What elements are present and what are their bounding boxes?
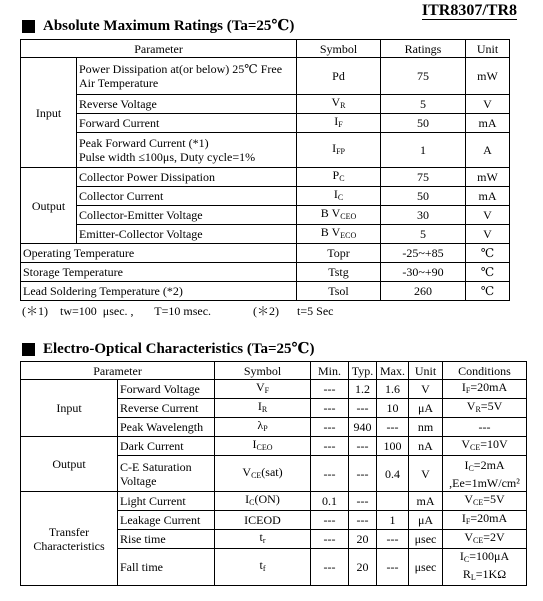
max-cell: --- <box>377 530 409 549</box>
min-cell: --- <box>311 399 349 418</box>
unit-cell: ℃ <box>466 244 510 263</box>
header-typ: Typ. <box>349 362 377 380</box>
symbol-sub: C <box>339 174 345 183</box>
symbol-sub: ECO <box>340 231 357 240</box>
table-row <box>21 187 510 206</box>
symbol-main: B V <box>320 206 341 220</box>
symbol-cell <box>215 549 311 586</box>
min-cell: --- <box>311 418 349 437</box>
cond-sub: CE <box>470 443 481 452</box>
cond-main: V <box>461 437 471 451</box>
condition-cell <box>443 530 527 549</box>
symbol-rest: (ON) <box>254 492 280 506</box>
cond-line-1 <box>445 458 524 476</box>
cond-rest: =20mA <box>470 511 508 525</box>
cond-rest: =2V <box>483 530 505 544</box>
table-row <box>21 206 510 225</box>
header-parameter: Parameter <box>21 362 215 380</box>
symbol-cell <box>215 380 311 399</box>
header-unit: Unit <box>409 362 443 380</box>
group-output: Output <box>21 437 118 492</box>
condition-cell <box>443 380 527 399</box>
cond-line-1 <box>445 549 524 567</box>
unit-cell: mW <box>466 58 510 95</box>
max-cell: 10 <box>377 399 409 418</box>
symbol-sub: CE <box>251 470 262 480</box>
condition-cell <box>443 437 527 456</box>
table-row <box>21 437 527 456</box>
unit-cell: μsec <box>409 530 443 549</box>
symbol-main: P <box>332 168 340 182</box>
param-cell: Reverse Current <box>118 399 215 418</box>
unit-cell: ℃ <box>466 263 510 282</box>
param-cell: Forward Voltage <box>118 380 215 399</box>
rating-cell: 50 <box>381 114 466 133</box>
cond-main: I <box>461 511 466 525</box>
symbol-sub: R <box>261 405 268 414</box>
amr-heading <box>22 17 294 35</box>
max-cell: 1.6 <box>377 380 409 399</box>
document-title: ITR8307/TR8 <box>421 2 517 19</box>
typ-cell: --- <box>349 437 377 456</box>
cond-sub: C <box>463 555 470 564</box>
param-cell: Peak Wavelength <box>118 418 215 437</box>
amr-table <box>20 39 510 301</box>
table-row <box>21 168 510 187</box>
typ-cell: 20 <box>349 549 377 586</box>
min-cell: --- <box>311 380 349 399</box>
min-cell: --- <box>311 511 349 530</box>
unit-cell: mA <box>466 114 510 133</box>
param-cell: Dark Current <box>118 437 215 456</box>
group-transfer-line-2: Characteristics <box>33 538 105 553</box>
symbol-cell <box>297 225 381 244</box>
condition-cell <box>443 399 527 418</box>
unit-cell: mW <box>466 168 510 187</box>
unit-cell: mA <box>409 492 443 511</box>
symbol-main: V <box>242 464 252 479</box>
header-parameter: Parameter <box>21 40 297 58</box>
typ-cell: --- <box>349 456 377 492</box>
table-row <box>21 263 510 282</box>
param-cell: Leakage Current <box>118 511 215 530</box>
param-cell: Power Dissipation at(or below) 25℃ Free Air Temperature <box>77 58 297 95</box>
min-cell: --- <box>311 549 349 586</box>
rating-cell: -25~+85 <box>381 244 466 263</box>
condition-cell <box>443 456 527 492</box>
symbol-sub: CEO <box>340 212 357 221</box>
condition-cell <box>443 549 527 586</box>
footnote: (＊1) tw=100 μsec. , T=10 msec. (＊2) t=5 Sec <box>22 304 334 318</box>
unit-cell: ℃ <box>466 282 510 301</box>
header-unit: Unit <box>466 40 510 58</box>
max-cell: 100 <box>377 437 409 456</box>
param-cell: Emitter-Collector Voltage <box>77 225 297 244</box>
symbol-sub: P <box>263 424 268 433</box>
min-cell: 0.1 <box>311 492 349 511</box>
param-cell: Light Current <box>118 492 215 511</box>
symbol-sub: r <box>262 536 266 545</box>
unit-cell: mA <box>466 187 510 206</box>
group-input: Input <box>21 58 77 168</box>
rating-cell: 50 <box>381 187 466 206</box>
param-cell: Operating Temperature <box>21 244 297 263</box>
param-cell: Fall time <box>118 549 215 586</box>
symbol-cell <box>297 133 381 168</box>
param-cell <box>77 133 297 168</box>
symbol-cell <box>215 530 311 549</box>
amr-heading-text: Absolute Maximum Ratings (Ta=25℃) <box>43 18 295 34</box>
symbol-main: I <box>333 187 338 201</box>
cond-rest: =2mA <box>473 457 505 472</box>
symbol-rest: (sat) <box>261 464 283 479</box>
unit-cell: μsec <box>409 549 443 586</box>
unit-cell: nm <box>409 418 443 437</box>
max-cell <box>377 492 409 511</box>
header-conditions: Conditions <box>443 362 527 380</box>
cond-rest: =10V <box>480 437 508 451</box>
symbol-sub: F <box>264 386 270 395</box>
rating-cell: 75 <box>381 168 466 187</box>
unit-cell: nA <box>409 437 443 456</box>
symbol-cell <box>215 456 311 492</box>
symbol-main: t <box>259 558 263 572</box>
cond-rest: =20mA <box>470 380 508 394</box>
table-row <box>21 95 510 114</box>
header-max: Max. <box>377 362 409 380</box>
unit-cell: V <box>466 206 510 225</box>
cond-main: V <box>466 399 476 413</box>
eoc-heading-text: Electro-Optical Characteristics (Ta=25℃) <box>43 341 315 357</box>
cond-sub: R <box>475 405 481 414</box>
symbol-sub: R <box>340 101 346 110</box>
symbol-main: I <box>257 399 262 413</box>
group-input: Input <box>21 380 118 437</box>
table-header-row <box>21 362 527 380</box>
table-row <box>21 244 510 263</box>
symbol-main: I <box>245 492 250 506</box>
max-cell: 1 <box>377 511 409 530</box>
symbol-sub: f <box>262 564 266 573</box>
cond-sub: L <box>470 573 476 582</box>
symbol-main: I <box>252 437 257 451</box>
symbol-main: V <box>255 380 265 394</box>
cond-rest: =100μA <box>469 549 510 563</box>
table-row <box>21 380 527 399</box>
unit-cell: V <box>466 95 510 114</box>
rating-cell: 75 <box>381 58 466 95</box>
param-cell: Collector Current <box>77 187 297 206</box>
typ-cell: 940 <box>349 418 377 437</box>
param-cell: Collector-Emitter Voltage <box>77 206 297 225</box>
header-symbol: Symbol <box>215 362 311 380</box>
group-output: Output <box>21 168 77 244</box>
typ-cell: --- <box>349 399 377 418</box>
rating-cell: 5 <box>381 95 466 114</box>
param-line-2: Pulse width ≤100μs, Duty cycle=1% <box>79 150 256 164</box>
cond-sub: CE <box>473 536 484 545</box>
cond-rest: =5V <box>480 399 503 413</box>
table-header-row <box>21 40 510 58</box>
condition-cell <box>443 492 527 511</box>
symbol-main: λ <box>257 418 264 432</box>
min-cell: --- <box>311 437 349 456</box>
min-cell: --- <box>311 456 349 492</box>
cond-main: I <box>464 457 469 472</box>
symbol-main: t <box>259 530 263 544</box>
header-ratings: Ratings <box>381 40 466 58</box>
group-transfer-line-1: Transfer <box>48 524 90 539</box>
section-square-icon <box>22 20 35 33</box>
condition-cell: --- <box>443 418 527 437</box>
max-cell: 0.4 <box>377 456 409 492</box>
cond-main: R <box>462 567 471 581</box>
cond-main: V <box>464 492 474 506</box>
param-line-1: Peak Forward Current (*1) <box>79 136 209 150</box>
cond-rest: =5V <box>483 492 505 506</box>
unit-cell: V <box>409 380 443 399</box>
cond-main: I <box>459 549 464 563</box>
param-cell: Reverse Voltage <box>77 95 297 114</box>
symbol-cell: Tstg <box>297 263 381 282</box>
rating-cell: 1 <box>381 133 466 168</box>
cond-sub: CE <box>473 498 484 507</box>
table-row <box>21 225 510 244</box>
table-row <box>21 492 527 511</box>
symbol-sub: C <box>337 193 344 202</box>
cond-main: I <box>461 380 466 394</box>
header-symbol: Symbol <box>297 40 381 58</box>
param-cell: Storage Temperature <box>21 263 297 282</box>
symbol-sub: C <box>249 498 255 507</box>
symbol-cell: Topr <box>297 244 381 263</box>
unit-cell: μA <box>409 511 443 530</box>
param-cell: Collector Power Dissipation <box>77 168 297 187</box>
symbol-sub: FP <box>336 147 345 156</box>
unit-cell: μA <box>409 399 443 418</box>
rating-cell: 5 <box>381 225 466 244</box>
table-row <box>21 58 510 95</box>
symbol-cell <box>297 206 381 225</box>
cond-sub: F <box>465 386 471 395</box>
symbol-main: B V <box>320 225 341 239</box>
symbol-cell <box>215 492 311 511</box>
symbol-cell: Pd <box>297 58 381 95</box>
cond-line-2: ,Ee=1mW/cm² <box>449 475 520 490</box>
param-cell: Lead Soldering Temperature (*2) <box>21 282 297 301</box>
eoc-table <box>20 361 527 586</box>
eoc-heading <box>22 340 314 358</box>
unit-cell: A <box>466 133 510 168</box>
cond-sub: C <box>468 463 474 473</box>
symbol-sub: CEO <box>256 443 273 452</box>
cond-sub: F <box>465 517 471 526</box>
cond-line-2 <box>445 567 524 585</box>
max-cell: --- <box>377 418 409 437</box>
table-row <box>21 114 510 133</box>
typ-cell: 1.2 <box>349 380 377 399</box>
typ-cell: --- <box>349 511 377 530</box>
cond-main: V <box>464 530 474 544</box>
param-line-2: Voltage <box>120 473 157 488</box>
param-cell <box>118 456 215 492</box>
symbol-main: I <box>334 114 339 128</box>
symbol-cell <box>297 95 381 114</box>
symbol-cell <box>297 114 381 133</box>
symbol-cell: ICEOD <box>215 511 311 530</box>
table-row <box>21 133 510 168</box>
header-min: Min. <box>311 362 349 380</box>
symbol-cell <box>215 399 311 418</box>
param-line-1: C-E Saturation <box>120 459 192 474</box>
condition-cell <box>443 511 527 530</box>
param-cell: Rise time <box>118 530 215 549</box>
symbol-main: I <box>332 141 337 155</box>
typ-cell: --- <box>349 492 377 511</box>
symbol-cell <box>215 418 311 437</box>
group-transfer <box>21 492 118 586</box>
symbol-cell <box>297 168 381 187</box>
rating-cell: 30 <box>381 206 466 225</box>
cond-rest: =1KΩ <box>475 567 507 581</box>
table-row <box>21 282 510 301</box>
max-cell: --- <box>377 549 409 586</box>
symbol-main: V <box>331 95 341 109</box>
param-cell: Forward Current <box>77 114 297 133</box>
min-cell: --- <box>311 530 349 549</box>
rating-cell: -30~+90 <box>381 263 466 282</box>
unit-cell: V <box>466 225 510 244</box>
section-square-icon <box>22 343 35 356</box>
symbol-cell <box>297 187 381 206</box>
symbol-cell <box>215 437 311 456</box>
symbol-cell: Tsol <box>297 282 381 301</box>
rating-cell: 260 <box>381 282 466 301</box>
unit-cell: V <box>409 456 443 492</box>
symbol-sub: F <box>338 120 343 129</box>
typ-cell: 20 <box>349 530 377 549</box>
